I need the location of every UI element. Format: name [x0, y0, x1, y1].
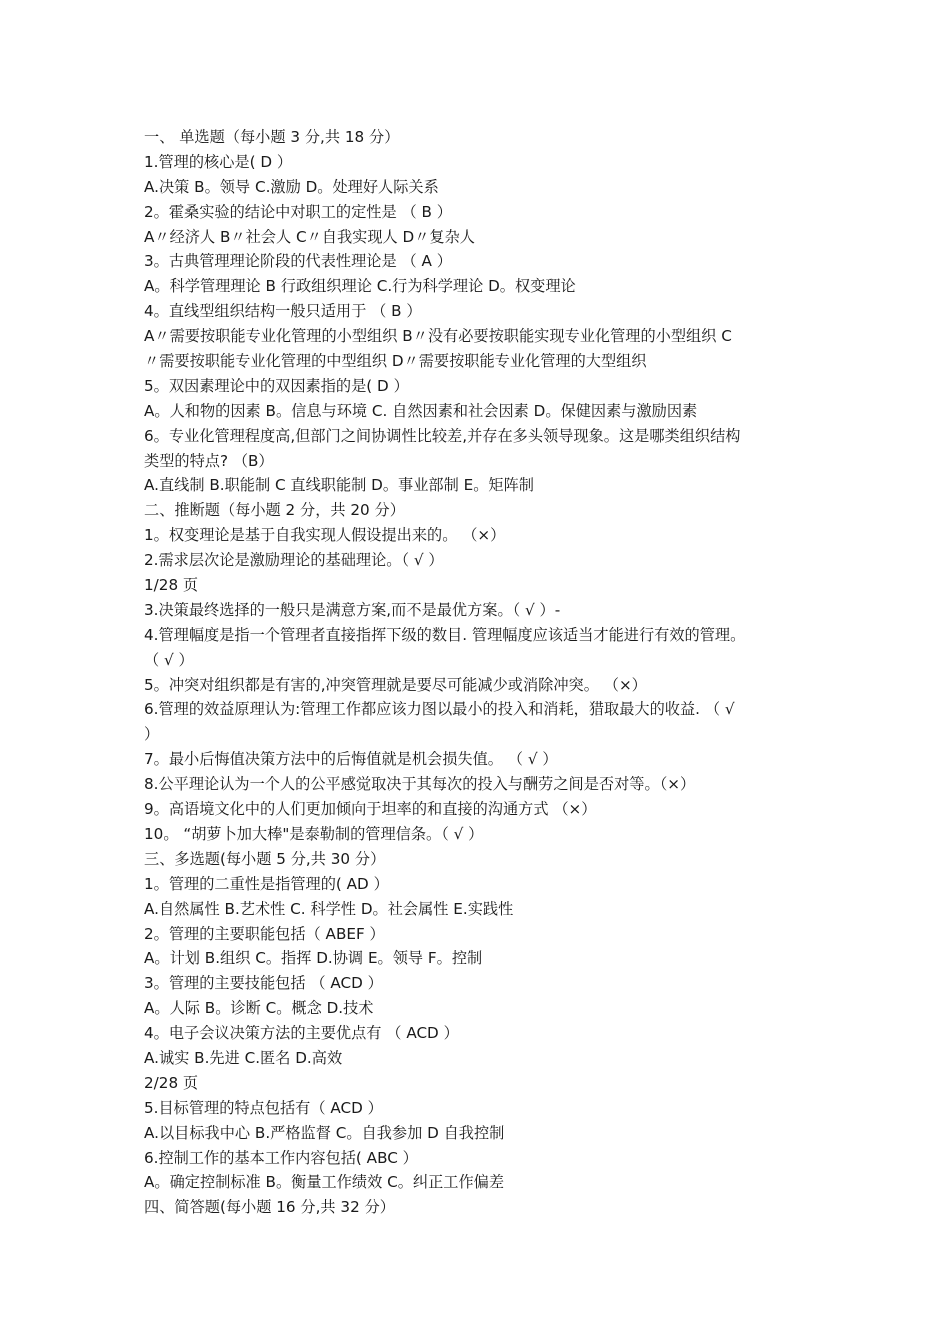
- text-line: 2/28 页: [144, 1073, 199, 1092]
- text-line: 7。最小后悔值决策方法中的后悔值就是机会损失值。 （ √ ）: [144, 750, 558, 769]
- text-line: A。人和物的因素 B。信息与环境 C. 自然因素和社会因素 D。保健因素与激励因素: [144, 401, 698, 420]
- text-line: 类型的特点? （B）: [144, 451, 274, 470]
- text-line: A。计划 B.组织 C。指挥 D.协调 E。领导 F。控制: [144, 949, 483, 968]
- text-line: 9。高语境文化中的人们更加倾向于坦率的和直接的沟通方式 （×）: [144, 800, 597, 819]
- text-line: 一、 单选题（每小题 3 分,共 18 分）: [144, 128, 400, 146]
- text-line: A.决策 B。领导 C.激励 D。处理好人际关系: [144, 177, 439, 196]
- text-line: 2。霍桑实验的结论中对职工的定性是 （ B ）: [144, 202, 452, 221]
- text-line: 2。管理的主要职能包括（ ABEF ）: [144, 924, 385, 943]
- text-line: 1。管理的二重性是指管理的( AD ）: [144, 874, 389, 893]
- text-line: 4.管理幅度是指一个管理者直接指挥下级的数目. 管理幅度应该适当才能进行有效的管理。: [144, 625, 746, 644]
- text-line: 5。冲突对组织都是有害的,冲突管理就是要尽可能减少或消除冲突。 （×）: [144, 675, 647, 694]
- text-line: 10。 “胡萝卜加大棒"是泰勒制的管理信条。（ √ ）: [144, 824, 484, 843]
- text-line: 4。电子会议决策方法的主要优点有 （ ACD ）: [144, 1024, 459, 1043]
- text-line: 〃需要按职能专业化管理的中型组织 D〃需要按职能专业化管理的大型组织: [144, 352, 647, 371]
- text-line: A。科学管理理论 B 行政组织理论 C.行为科学理论 D。权变理论: [144, 277, 576, 296]
- text-line: 四、简答题(每小题 16 分,共 32 分）: [144, 1198, 395, 1217]
- text-line: A.自然属性 B.艺术性 C. 科学性 D。社会属性 E.实践性: [144, 899, 514, 918]
- text-line: ）: [144, 725, 160, 744]
- text-line: A.诚实 B.先进 C.匿名 D.高效: [144, 1048, 343, 1067]
- text-line: A.直线制 B.职能制 C 直线职能制 D。事业部制 E。矩阵制: [144, 476, 534, 495]
- text-line: 3.决策最终选择的一般只是满意方案,而不是最优方案。（ √ ）-: [144, 600, 561, 619]
- text-line: 3。古典管理理论阶段的代表性理论是 （ A ）: [144, 252, 452, 271]
- text-line: 5.目标管理的特点包括有（ ACD ）: [144, 1098, 383, 1117]
- text-line: 6。专业化管理程度高,但部门之间协调性比较差,并存在多头领导现象。这是哪类组织结构: [144, 426, 741, 445]
- text-line: A。确定控制标准 B。衡量工作绩效 C。纠正工作偏差: [144, 1173, 505, 1192]
- text-line: 2.需求层次论是激励理论的基础理论。（ √ ）: [144, 551, 444, 570]
- text-line: A〃经济人 B〃社会人 C〃自我实现人 D〃复杂人: [144, 227, 475, 246]
- text-line: 5。双因素理论中的双因素指的是( D ）: [144, 376, 409, 395]
- text-line: 三、多选题(每小题 5 分,共 30 分）: [144, 849, 386, 868]
- text-line: （ √ ）: [144, 650, 194, 669]
- text-line: 1.管理的核心是( D ）: [144, 152, 293, 171]
- text-line: 二、推断题（每小题 2 分，共 20 分）: [144, 501, 405, 520]
- text-line: 6.管理的效益原理认为:管理工作都应该力图以最小的投入和消耗，猎取最大的收益. （ √: [144, 700, 735, 719]
- text-line: A〃需要按职能专业化管理的小型组织 B〃没有必要按职能实现专业化管理的小型组织 C: [144, 327, 732, 346]
- text-line: 4。直线型组织结构一般只适用于 （ B ）: [144, 302, 422, 321]
- text-line: 1。权变理论是基于自我实现人假设提出来的。 （×）: [144, 526, 506, 545]
- text-line: A。人际 B。诊断 C。概念 D.技术: [144, 999, 374, 1018]
- document-body: [144, 125, 834, 1220]
- text-line: 6.控制工作的基本工作内容包括( ABC ）: [144, 1148, 418, 1167]
- text-line: 1/28 页: [144, 576, 199, 595]
- text-line: 8.公平理论认为一个人的公平感觉取决于其每次的投入与酬劳之间是否对等。（×）: [144, 775, 696, 794]
- text-line: A.以目标我中心 B.严格监督 C。自我参加 D 自我控制: [144, 1123, 505, 1142]
- text-line: 3。管理的主要技能包括 （ ACD ）: [144, 974, 383, 993]
